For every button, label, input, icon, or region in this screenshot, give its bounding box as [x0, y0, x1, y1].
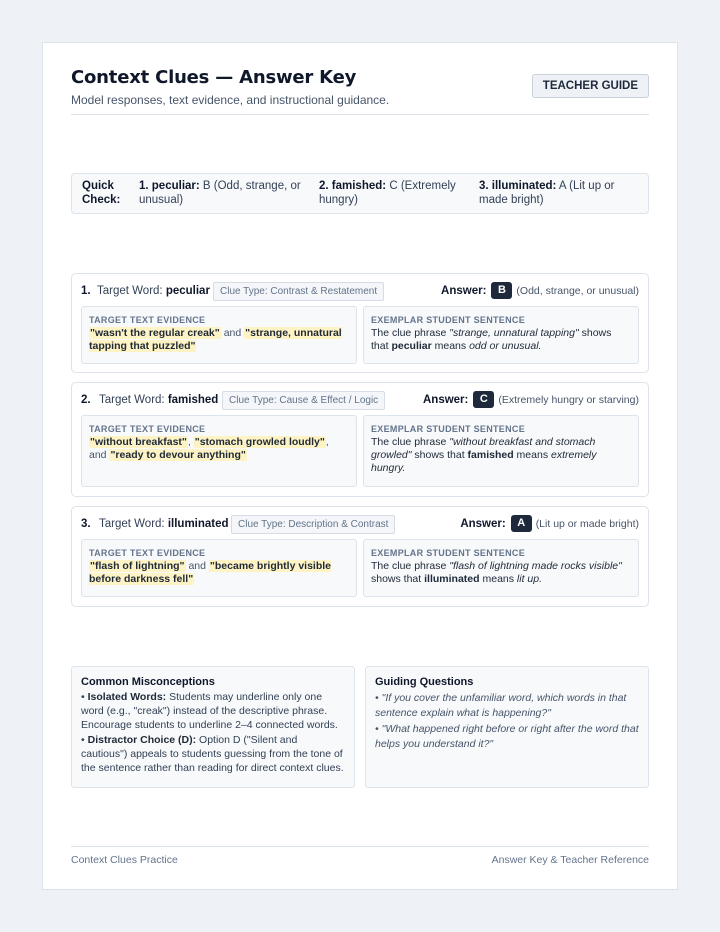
quick-check-label: Quick Check: [82, 180, 121, 206]
answer-text: (Lit up or made bright) [535, 518, 639, 530]
exemplar-text [371, 436, 631, 475]
answer-text: (Odd, strange, or unusual) [516, 285, 639, 297]
answer-row [460, 515, 639, 534]
guiding-questions-heading: Guiding Questions [375, 676, 474, 688]
item-number: 2. [81, 394, 91, 406]
exemplar-meaning: odd or unusual. [469, 340, 542, 352]
target-word [99, 394, 218, 406]
target-word [97, 285, 210, 297]
exemplar-meaning: extremely hungry. [371, 449, 597, 474]
evidence-text [89, 436, 349, 462]
item-number: 3. [81, 518, 91, 530]
answer-letter-badge: B [491, 282, 512, 299]
answer-row [441, 282, 639, 301]
misconception-lead: Isolated Words: [87, 691, 167, 703]
quick-check-item [139, 179, 309, 207]
clue-type-tag: Clue Type: Cause & Effect / Logic [222, 391, 385, 410]
quick-check-value: C (Extremely hungry) [319, 180, 456, 206]
evidence-highlight: "flash of lightning" [90, 560, 185, 572]
evidence-heading: TARGET TEXT EVIDENCE [89, 424, 206, 434]
exemplar-pre: The clue phrase [371, 436, 450, 448]
evidence-highlight: "stomach growled loudly" [194, 436, 325, 448]
quick-check-value: B (Odd, strange, or unusual) [139, 180, 301, 206]
target-word-value: peculiar [165, 285, 210, 297]
exemplar-word: illuminated [424, 573, 480, 585]
bullet: • [81, 691, 85, 703]
evidence-heading: TARGET TEXT EVIDENCE [89, 315, 206, 325]
exemplar-panel [363, 539, 639, 597]
quick-check-key: 2. famished: [319, 180, 387, 192]
footer-left: Context Clues Practice [71, 854, 178, 866]
evidence-highlight: "without breakfast" [90, 436, 187, 448]
evidence-text [89, 327, 349, 353]
exemplar-pre: The clue phrase [371, 560, 450, 572]
answer-letter-badge: C [473, 391, 494, 408]
evidence-panel [81, 539, 357, 597]
exemplar-quote: "strange, unnatural tapping" [449, 327, 579, 339]
clue-type-tag: Clue Type: Description & Contrast [231, 515, 395, 534]
exemplar-means: means [513, 449, 551, 461]
misconceptions-heading: Common Misconceptions [81, 676, 215, 688]
answer-letter-badge: A [511, 515, 532, 532]
exemplar-means: means [431, 340, 470, 352]
exemplar-heading: EXEMPLAR STUDENT SENTENCE [371, 548, 526, 558]
misconception-text: Students may underline only one word (e.g., "creak") instead of the descriptive phrase. Encourage students to underline 2–4 connected words. [81, 691, 338, 731]
exemplar-heading: EXEMPLAR STUDENT SENTENCE [371, 424, 526, 434]
evidence-text [89, 560, 349, 586]
misconception-point [81, 734, 345, 775]
exemplar-text [371, 560, 631, 586]
evidence-highlight: "ready to devour anything" [110, 449, 246, 461]
evidence-highlight: "wasn't the regular creak" [90, 327, 220, 339]
quick-check-key: 1. peculiar: [139, 180, 200, 192]
exemplar-heading: EXEMPLAR STUDENT SENTENCE [371, 315, 526, 325]
exemplar-word: peculiar [391, 340, 432, 352]
teacher-guide-badge: TEACHER GUIDE [532, 74, 649, 98]
footer-right: Answer Key & Teacher Reference [491, 854, 649, 866]
answer-key-page [42, 42, 678, 890]
exemplar-text [371, 327, 631, 353]
guiding-question: • "If you cover the unfamiliar word, which words in that sentence explain what is happening?" [375, 692, 627, 719]
item-number: 1. [81, 285, 91, 297]
answer-row [423, 391, 639, 410]
evidence-separator: and [188, 560, 206, 572]
evidence-panel [81, 306, 357, 364]
answer-label: Answer: [460, 518, 506, 530]
guiding-questions-panel [365, 666, 649, 788]
misconception-text: Option D ("Silent and cautious") appeals to students guessing from the tone of the sentence rather than reading for direct context clues. [81, 734, 344, 774]
exemplar-word: famished [467, 449, 514, 461]
exemplar-quote: "without breakfast and stomach growled" [371, 436, 596, 461]
exemplar-panel [363, 306, 639, 364]
answer-card-3 [71, 506, 649, 607]
answer-label: Answer: [422, 394, 469, 406]
target-word-value: famished [167, 394, 219, 406]
answer-card-1 [71, 273, 649, 373]
exemplar-panel [363, 415, 639, 487]
evidence-highlight: "became brightly visible before darkness fell" [89, 560, 332, 585]
target-word-label: Target Word: [97, 285, 163, 297]
quick-check-value: A (Lit up or made bright) [479, 180, 615, 206]
exemplar-mid: shows that [371, 573, 425, 585]
target-word-label: Target Word: [99, 394, 165, 406]
target-word-label: Target Word: [99, 518, 165, 530]
target-word [99, 518, 229, 530]
page-subtitle: Model responses, text evidence, and instructional guidance. [71, 93, 390, 107]
exemplar-pre: The clue phrase [371, 327, 450, 339]
answer-card-2 [71, 382, 649, 497]
quick-check-item [319, 179, 469, 207]
exemplar-quote: "flash of lightning made rocks visible" [449, 560, 622, 572]
clue-type-tag: Clue Type: Contrast & Restatement [213, 282, 384, 301]
exemplar-meaning: lit up. [516, 573, 543, 585]
exemplar-means: means [479, 573, 517, 585]
quick-check-bar [71, 173, 649, 214]
evidence-separator: and [223, 327, 242, 339]
target-word-value: illuminated [167, 518, 229, 530]
misconceptions-panel [71, 666, 355, 788]
evidence-highlight: "strange, unnatural tapping that puzzled" [89, 327, 342, 352]
page-title: Context Clues — Answer Key [71, 67, 357, 88]
quick-check-key: 3. illuminated: [479, 180, 557, 192]
evidence-separator: , and [89, 436, 329, 461]
evidence-heading: TARGET TEXT EVIDENCE [89, 548, 206, 558]
evidence-panel [81, 415, 357, 487]
guiding-question: • "What happened right before or right after the word that helps you understand it?" [375, 723, 639, 750]
quick-check-item [479, 179, 629, 207]
misconception-point [81, 691, 345, 732]
answer-text: (Extremely hungry or starving) [498, 394, 639, 406]
exemplar-mid: shows that [371, 327, 612, 352]
bullet: • [81, 734, 85, 747]
evidence-separator: , [187, 436, 191, 448]
misconception-lead: Distractor Choice (D): [87, 734, 197, 747]
page-header [71, 65, 649, 115]
answer-label: Answer: [441, 285, 487, 297]
page-footer [71, 846, 649, 866]
exemplar-mid: shows that [411, 449, 468, 461]
